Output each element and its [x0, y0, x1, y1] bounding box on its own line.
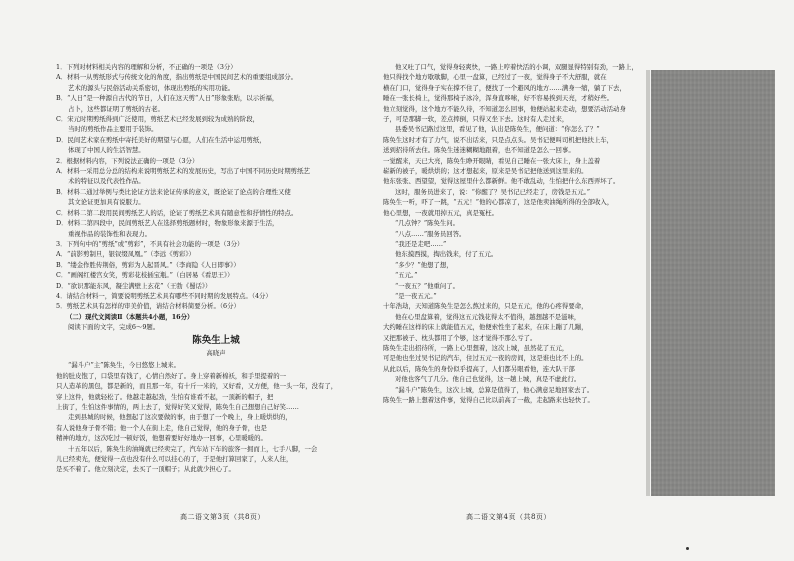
text-line: 大约睡在这样的床上就能值五元，他便索性坐了起来，在床上蹦了几蹦，: [383, 323, 588, 332]
text-line: C．宋元时期剪纸得到广泛使用，剪纸艺术已经发展到较为成熟的阶段，: [56, 115, 259, 124]
text-line: 5．剪纸艺术具有怎样的审美价值，请结合材料简要分析。（6分）: [56, 302, 240, 311]
text-line: 重视作品的装饰性和表现力。: [68, 229, 152, 238]
text-line: 一觉醒来，天已大亮，陈奂生睁开眼睛，看见自己睡在一张大床上，身上盖着: [383, 156, 601, 165]
text-line: 有人说他身子骨不错；他一个人在街上走，他自己觉得，他的身子骨，也是: [56, 423, 267, 432]
left-page: [56, 62, 376, 475]
text-line: “一夜五？”他重问了。: [395, 281, 460, 290]
text-line: 他又吐了口气，觉得身轻爽快，一路上哼着快活的小调，双腿显得特别有劲，一路上，: [395, 63, 638, 71]
text-line: 其文论证更加具有说服力。: [68, 198, 145, 207]
text-line: 十五年以后，陈奂生的油绳就已经卖完了，汽车站下车的旅客一拥而上，七手八脚，一会: [68, 444, 318, 453]
text-line: 是买不着了。他立刻决定，去买了一顶帽子；从此就少担心了。: [56, 465, 235, 474]
text-line: 走到县城的时候，他想起了这次要做的事，由于想了一个晚上，身上暖烘烘的，: [68, 413, 292, 422]
binding-edge: [646, 70, 650, 496]
text-line: “几点钟？”陈奂生问。: [395, 219, 460, 228]
text-line: 术的特征以及代表性作品。: [68, 177, 145, 186]
text-line: 陈奂生一听，吓了一跳，“五元！”他的心都凉了，这是他卖油绳所得的全部收入，: [383, 198, 614, 207]
text-line: 他只得找个地方歇歇脚，心里一盘算，已经过了一夜，觉得身子不大舒服，就在: [383, 73, 607, 82]
text-line: D．材料二第四段中，民间剪纸艺人在选择剪纸题材时，物象形象来源于生活，: [56, 219, 279, 228]
text-line: 1．下列对材料相关内容的理解和分析，不正确的一项是（3分）: [56, 63, 237, 71]
text-line: B．“缕金作胜传荆俗，剪彩为人起晋风。”（李商隐《人日即事》）: [56, 260, 240, 269]
text-line: C．材料二第二段用民间剪纸艺人的话，论证了剪纸艺术具有随意性和抒情性的特点。: [56, 208, 298, 217]
text-line: 他在心里盘算着，觉得这五元钱花得太不值得，越想越不是滋味，: [395, 312, 581, 321]
text-line: “漏斗户”主”陈奂生，今日悠悠上城来。: [68, 361, 181, 370]
text-line: 他东张张、西望望，觉得这屋里什么都新鲜。他不敢乱动，生怕把什么东西弄坏了。: [383, 177, 620, 186]
footer-left: 高二语文第3页（共8页）: [180, 513, 265, 521]
section-instruction: 阅读下面的文字，完成6～9题。: [68, 323, 160, 332]
text-line: 十年浩劫，天知道陈奂生是怎么熬过来的，只是五元，他的心疼得要命，: [383, 302, 588, 311]
text-line: 陈奂生这时才有了力气，说不出话来，只是点点头。吴书记便叫司机把他扶上车，: [383, 135, 614, 144]
text-line: A．“前影剪制旦，银钗缀凤凰。”（李远《剪彩》）: [56, 250, 195, 259]
text-line: 这时，服务员进来了，说：“你醒了？吴书记已经走了，房钱是五元。”: [395, 187, 591, 196]
text-line: “多少？”他想了想，: [395, 260, 453, 269]
text-line: 上街了，生怕这件事情的，两上去了，觉得好笑又觉得，陈奂生自己想想自己好笑……: [56, 403, 299, 411]
text-line: “我还是走吧……”: [395, 239, 447, 248]
text-line: 他的肚皮饱了，口袋里有钱了，心情自然好了。身上穿着新棉袄，和手里提着的一: [56, 371, 287, 380]
text-line: 陈奂生一路上想着这件事，觉得自己比以前高了一截，走起路来也轻快了。: [383, 396, 594, 404]
text-line: A．材料一从剪纸形式与传统文化的角度，指出剪纸是中国民间艺术的重要组成部分。: [56, 73, 298, 82]
text-line: 占卜，这些都证明了剪纸的古老。: [68, 104, 164, 113]
text-line: 从此以后，陈奂生的身份似乎提高了，人们都另眼看他，连大队干部: [383, 364, 575, 373]
text-line: 送到招待所去住。陈奂生迷迷糊糊地跟着，也不知道是怎么一回事。: [383, 146, 575, 155]
scan-speck: [686, 547, 689, 550]
text-line: 2．根据材料内容，下列说法正确的一项是（3分）: [56, 156, 199, 165]
text-line: A．材料一采用总分总的结构来说明剪纸艺术的发展历史，写出了中国不同历史时期剪纸艺: [56, 167, 310, 176]
text-line: C．“画阁红楼宫女笑，剪彩花枝插宝瓶。”（白居易《看思王》）: [56, 271, 234, 280]
text-line: 崭新的被子，暖烘烘的；这才想起来，原来是吴书记把他送到这里来的。: [383, 167, 588, 176]
story-author: 高晓声: [206, 348, 226, 357]
text-line: 当时的剪纸作品主要用于装饰。: [68, 125, 158, 134]
text-line: 艺术的源头与民俗活动关系密切，体现出剪纸的实用功能。: [68, 83, 235, 92]
scanned-margin-strip: [651, 70, 775, 496]
story-title: 陈奂生上城: [192, 334, 240, 346]
text-line: “是一夜五元。”: [395, 291, 437, 300]
text-line: 横在门口，觉得身子实在撑不住了，便找了一个避风的地方……满身一缩，躺了下去，: [383, 83, 626, 92]
text-line: 3．下列句中的“剪纸”或“剪彩”，不具有社会功能的一项是（3分）: [56, 239, 244, 248]
text-line: 可是他也坐过吴书记的汽车，住过五元一夜的房间，这是谁也比不上的。: [383, 354, 588, 363]
text-line: 对他也客气了几分。他自己也觉得，这一趟上城，真是不虚此行。: [395, 375, 581, 384]
text-line: “五元。”: [395, 271, 418, 280]
text-line: D．“欲识那能东风，凝尘满壁上玄花”（王勃《蜀话》）: [56, 281, 212, 290]
text-line: 子，可是那脚一软，差点摔倒，只得又坐下去。这时有人走过来，: [383, 115, 569, 124]
text-line: D．民间艺术家在剪纸中寄托美好的期望与心愿，人们在生活中运用剪纸，: [56, 135, 266, 144]
text-line: 他心里想，一夜就用掉五元，真是冤枉。: [383, 208, 499, 217]
text-line: “八点……”服务员回答。: [395, 229, 466, 238]
text-line: 他立刻觉得，这个地方不能久待，不知道怎么回事，他便站起来走动，想要活动活动身: [383, 104, 626, 113]
text-line: B．“人日”是一种源自古代的节日，人们在这天剪“人日”形象张贴，以示祈福，: [56, 94, 279, 103]
text-line: 精神的地方，这次吃过一顿好饭，他想着要好好地办一回事，心里暖暖的。: [56, 434, 267, 443]
text-line: 穿上这件，他就轻松了。他越走越起劲，生怕有谁看不起，一顶新的帽子，把: [56, 392, 274, 401]
text-line: 他东摸西摸，掏出钱来，付了五元。: [395, 250, 498, 259]
footer-right: 高二语文第4页（共8页）: [466, 513, 551, 521]
text-line: 体现了中国人的生活智慧。: [68, 146, 145, 155]
text-line: 儿已经卖光，便觉得一点也没有什么可以挂心的了，于是他打算回家了，人来人往，: [56, 455, 293, 464]
text-line: 又把那被子、枕头都用了个够，这才觉得不那么亏了。: [383, 333, 537, 342]
section-heading: （二）现代文阅读Ⅱ（本题共4小题，16分）: [66, 312, 194, 321]
text-line: 4．请结合材料一，简要说明剪纸艺术具有哪些不同时期的发展特点。（4分）: [56, 291, 272, 300]
text-line: 县委吴书记路过这里，看见了他，认出是陈奂生，便问道：“你怎么了？”: [395, 125, 600, 134]
right-page: [383, 62, 647, 405]
text-line: 只人造革的黑包，都是新的，而且那一年，有十斤一米的，又好看，又方便，他一头一年，没有了，: [56, 382, 338, 391]
text-line: “漏斗户”陈奂生，这次上城，总算是值得了，他心满意足地回家去了。: [395, 385, 594, 394]
text-line: B．材料二通过举例与类比论证方法来论证传承的意义，既论证了论点的合理性又使: [56, 187, 291, 196]
text-line: 睡在一张长椅上，觉得那椅子冰冷，浑身直哆嗦，好不容易挨到天亮，才稍好些。: [383, 94, 614, 103]
text-line: 陈奂生走出招待所，一路上心里想着，这次上城，虽然花了五元，: [383, 343, 569, 352]
